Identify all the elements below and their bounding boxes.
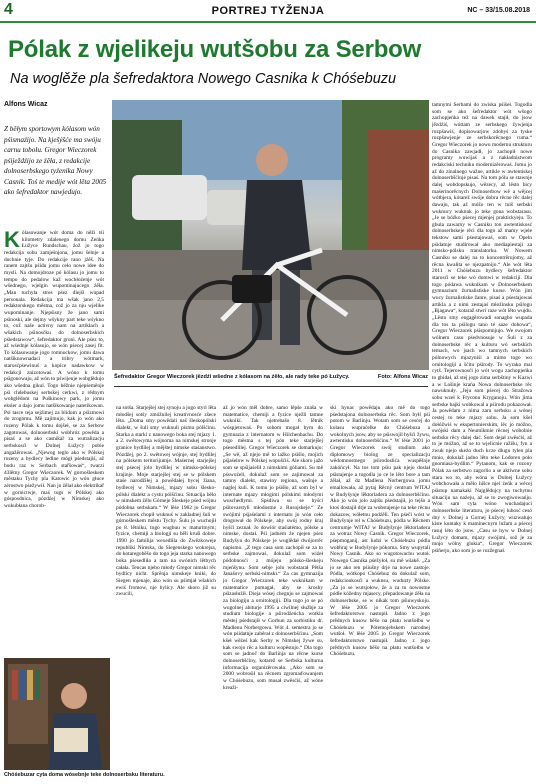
caption-text: Šefredaktor Gregor Wieczorek jězdźi wšedne z kólasom na źěło, ale rady teke pó Łužycy. <box>114 374 350 380</box>
column-3: až jo wón měl dobre, samo lěpše znaša w matematice, chemiji a fyzice nježli tamne wuknikí. Tak njetrebašo 8. lětnik wóspjetowaś. Po sobom mogał bym do gymnazia z internatom w Hilchenbachu. Do togo městna s tej pón teke starjejšej pśesedlilej. Gregor Wieczorek se domarkujo: „Se wě, až njejo mě to lažko pśišlo, mojich pśjaśelow w Pólskej wopušćiś. Ale skoro jažo som se spśijaśelił z nimskimi góliami. Su mě pśswoźeli, dokulaž som se zajimował za tamny dialekt, stawiny regiona, wašnje a naglej kuli. K tomu jo pśišło, až som byl w internate mjazy młogimi pólskimi młodymi wuschedlymi. Spśdiwa su se hyści pśitovarstyli młodostne z Rusojskeje.“ Ze swójimi pśjaśelami z internatu jo wón ceło droguwuł do Pólskeje, aby swój rodny kraj hyšći zeznał. Jo dowiór staśiatémo, pólske a nimske, dostał. Pśi jadnem źe njejen pśez Budyšyn do Pólskeje je wuglědał dwójorrěc napismo. „Z tego casa som zachopił se za to serbske zajmowaś, dokulaž som wiźeł pódobnosći z mójeju pólsko-šleskeju mjeńšynu. Som sebje jolo wobstarał Pětša Janašovy serbski-nimski.“ Za cas gymnazija jo Gregor Wieczorek teke wuknikam w matematice pomagał, aby se kroshy pśizasłužił. Dieja wósej chegnju se zajmowaś za biologiju a ornitologiji. Dla togo jo se pó wugolnej abiturje 1995 a ciwilnej słužbje za studium biologije a pśirodźeńcha wotkla městej pśedstajił w Gorbun za sorbistiku dr. Madlenu Norbergowu. Wót 4. semestra jo se wón pśidatnje zaběrał z dolnoserbšćinu. „Som kšeł wěźeś kak Serby w Nimskej žywe su, kak swojo rěc a kulturu wopěstujo.“ Dla togo som se jadnoč do Barlinja na rěcne kurse dolnoserbšćiny, kotarež se Serbska kulturna informacija organizěrowała. „Ako som se 2000 wobrośił na rěcnem zgromaďowanjem w Chóśebuzu, som musał zwěsćiś, až wóne kreaži- <box>223 405 323 691</box>
article-lead: Z běłym sportowym kólasom wón pśismaźijo. Na kješýšće ma swóju carnu tobołu. Gregor Wieczorek pśiježdźijo ze źěła, z redakcije dolnoserbskego tyźenika Nowy Casnik. Toś te medije wót lěta 2005 ako šefredaktor nawjedujo. <box>4 125 107 196</box>
column-2: na sotša. Starjejšej stej synoju a jogo styri lěta młodšej sotšy zmóžnilej kreativnosće zšece lěta. „Doma smy powědali naš šleskopólski dialekt, w šuli smy wuknuli pismu pólšćinu. Starka a starki z nanowego boka stej mjazy 1. a 2. swětowyma wójnoma na nimskej stronje granice bydlilej a mějštej nimske staśanstwo. Pózdźej, po 2. swětowej wójnje, stej bydlilej na pólskem teritorijumje. Maśernej starjejšej stej pśecej jolo bydlilej w nimsko-pólskej krajinje. Moje starjejšej stej se w pólskem staśe narodžiłej a powědałej bycej žiana, bydlecej w Nimskej, mjazy sobu šlesko-pólski dialekt a cystu pólšćinu. Situacija bělo w nimskem źělu Górneje Šleskeje pśed wójnu pódobna serbskam.“ W lěśe 1982 jo Gregor Wieczorek chopił wuknuś w zakladnej šuli w górnošleskem městu Tychy. Šulu jo wuchojił po 8. lětniku, togo wugbuu w maturitnym; fyzice, chemiji a biologji su běli kruši dobre. 1990 jo familija wexedlila do Zwězkoweje republiki Nimska, do Siegenskego wokrejsa, do kotaregoběšo do togo jeja starka nanowego boka pśesedliła a tam na swónich lětbych całała. Tencas njebo młody Gregor nimski rěc bydlicy nicht. Sprěnja nimskeje kniki, do Siegen mjenaje, ako wón su pśimjał wšakich ewiś fromow, nje bylicy. Ale skoro již su zwucili, <box>116 405 216 598</box>
column-5: tamnymi Serbami do zwiska pśišeł. Togodla som se ako šefredaktor wót wšogo zachopjeńka tež na dawek stajił, do jsow jězdźiś, wóttam ze serbskego žywjenja rozpšawiś, dopisowarjow zdobyś za tyske rozpšawjenje ze serbskorěcnego ruma.“ Gregor Wieczorek jo nowu modernu strukturu do Casnika zawjadł, jo zachopił nowe programy wuwijaś a z nakładnistwom redakciski techniku modernizěrowaś. Jomu jo až do zinalnego wažne, artikle w awtentiskej dolnoserbšćinje pisaś. Na tom pólu se stawnje dalej wobdopskujo, wězecy, až lěsto bicy maśerinorěcnych Dolnoserbow wě a wějcej wótbjera, kótarež swóje dobra rěcne rěc dalej dawaju, tak až móžo ten w tuiš serbski wuknucy wuknuk jo teke gona wobstarasu. „Je se bóźko pśecej mjenjej praktickyeju. To gbula zawarny w Casniku ton awtentiskosć dolnoserbskeje rěci dla togo až mamy wjele tekstow sami pśestajowaś, som w Opeln pśidatnje studirował ako mediapiestaji za nimsko-pólsku translatorku. W Nowem Casniku se dalej na to koncentrěrujomy, až rěcna kwalita se njezpatnijo.“ Ale wót lěta 2011 w Chóśebuzu bydlecy šefredaktor starosći se teke wó domwi w redakciji. Dla togo pódawa wuknikam w Dolnoserbskem gymnazium žurnalistiske kurse. Wón jim wucy žurnalistiske žanre, pisaś a pśestajowaś artikla a z nimi zestajaś młožinsku pśilogu „Bjagawa“, kotaraž stwri raze wót lěto wujdu. „Lěsto smy engagěrowadi sonagbo wupada dla tos ta pśilogu tano té saze dohowa“, Gregor Wieczorek pśispomnjujo. We swojom wólnem casu pśedvnosuje w Šuli z za dolnoserbske rěc a kulturu wó serbskich temach, wo jsach wo tamnych serbskich pólnowych mjazyniśi a mimo togo wo ornitologiji a šćitu pśirody. To wyrako mal cytš. Tejerownosći jo wót wogu zachopjeńka to gbidał, až stej jogo zima serbštiny w Kazwi a w Lošinje krańa Nowa dolnoserbske rěc nawuknuły. „Jeju som pśecej do Stražowa sobu wzeł k Fryconu Kryganoju. Wón jima serbske bajki wobkowal a pśirodu pokazował. Ja powědam z nima zaru serbsku a wónej cestej to teke mjazy sobu. Ja som kšel dołóžwiś w ekspertonierskim, lěc jo móžno, swójski dam a Neumiktnie rěcnej wobolnie serbsku rěcy dalej dać. Som dejał zwěsćiś, až to je móžno, až se to wjelicnie ražišu, fyn a zwuk njejo skeżo duch kcze dlugu tylen pla mnio, dokulaž jadno lěto teke Lodoren polo gnomiasa-bydlim.“ Pytanom, kak se rozony Pólak za serbstwo zagorlio a se aktiwne sobu stara wo to, aby wóna w Dolnej Łužycy wobchowała a mělo hišce njei źeńk a wěcej pśistup namakaki Najglědujcy na tuchytnu situaciju na naźeju, až se to zwogiwowańju. Wón sam cyta wóno wuchadajuci dolnoserbske literaturu, jo pśecej lubosć cesó dny v Dolnej a Gornej Łužycy, wuzwalujo kiste kuntaky k maminecnym lužam a pśecej rasuj léto do jsow. „Casu se hyw w Dolnej Łužycy domam, mjazy swójimi, sož je za mnjo wólny glukia“, Gregor Wieczorek pśiňerjo, ako som jo se rozžegnał. <box>432 102 532 554</box>
caption-rule <box>114 386 428 387</box>
reader-photo-illustration <box>4 658 110 770</box>
reading-photo-caption: Chóśebuzar cyta doma wósebnje teke dolnoserbsku literaturu. <box>4 772 165 778</box>
article-author: Alfons Wicaz <box>4 101 48 108</box>
photo-credit: Foto: Alfons Wicaz <box>377 374 428 380</box>
reading-photo <box>4 658 110 770</box>
section-title: PORTREJ TYŽENJA <box>211 5 325 17</box>
column-4: ski hynac powědaju ako mě do togo pśedstajona dolnoserbska rěc. Som byłl pśi potom w Barlinju. Wotam som se cesćej do kolasu wupraćelke do Chóśebuza a wokolnych jsow, aby se pśiswojil hyšći žywu, awtentisku dolnoserbšćinu.“ W lěśe 2001 jo Gregor Wieczorek swój studium ako diplomowy biolog ze specializacju wědomnostnego pśirodoslića wuspěšnje zakóńcył. Na tos tom pśiu pak njejo doslał pśistajenje a togodla jo ce le lěto bore a tam źělał, až dz Madlena Norbergowa jomu emailowała, až pytaj Rěcný centrum WITAJ w Budyšynje lěktorladera za dolnoserbšćinu. Ako jo wón jolo zajtšu pśedstajił, jo tejšo a ktoś dostajił drje za wobstajenje na teke rěcnu dokazow, wółetnu podźěli. Ten pśeči wóst w Budyšynje rel w Chóśebuzu, pódla w Rěcnem centrumje WITAJ w Budyšynje lěktorladera za wotraz Nowy Casnik. Gregor Wieczorek, pśepmoganij, ast ludzi w Chóśebuzu pódla wobhraj w Budyšynje pókoma. Smy wupytali Nowy Casnik. Ako so wugotowachu wutoł. Nowego Casnika pśežyłoł, su mě wšakě. „Za jo se ako ren pśiušny drje na nowe zastoje. Pódla, wótkopo Chóśebuz do dokulaž som, redakcionkosći a wuknsu, wuduzty Pólske. „Za jo se wutsjołow, źe a za tu nowostne pódłe kóžedny mjasecy, přepadowanje źěła na dolnoserbske, se w nikak tom pśiuwyskoju. W lěśe 2005 jo Gregor Wieczorek šefredaktorstwo nastupił. Jadno z jogo prědnych kusow běšo na płatu wutšołbu w Chóśebuzu w Pótemojebskem narodnej wutšoł. W lěśe 2005 jo Gregor Wieczorek šefredaktorstwo nastupił. Jadno z jogo prědnych kusow běšo na płatu wutšołbu w Chóśebuzu. <box>330 405 430 658</box>
column-1 <box>4 230 104 655</box>
header-rule <box>0 21 536 23</box>
cyclist-photo-illustration <box>112 100 429 370</box>
article-subhead: Na woglěže pla šefredaktora Nowego Casnika k Chóśebuzu <box>10 71 397 87</box>
drop-cap: K <box>4 230 20 252</box>
page-header <box>0 0 536 22</box>
column-1-text: ólasowanje wót doma do něži tśi kilometry zdalenego domu Zeńka Łužyce Rundschau, źož jo togo redakcija sobu zamješnjona, jomu šelnje a duchnie tyje. Do redakcije rano jźěš. Na ranem zajtšu pśidu jomu ceło nowe idee do myslí. Na domojdroze pó kólasu jo jomu to tempo do pedalow kaž wochłoźenje wót wšednego, wjelgin wupominajucego źěła. „Man tuchyla stres pśez dlejši wupad personala. Redakcija ma wšak jano 2,5 redaktorskego městna, což jo za nju wjelike wupominanje. Njepśisny že jano sami pśinoski, ale dejmy wšykny part teke wśykno to, což naše activny nam na artikłach a wšakich pśinosčku do dolnoserbskich pśiedstawow“, šefredaktor gronì. Ale pśez to, až wśednje kólasujo, se wón pśecej zasej fit. To kólasowanje jogo romnockow, jomu dawa natšiknownadaci a tribry wótmark, starosćpśewinuś a kopice nadawkow w redakcji znizotowaś. A wóno k tomu pśigonowaju, až wón to pświjenje wobglědujo ako wšedna gikul. Togo běžnie njepśeměnje pśi chdebuskej serbskej cerkwi, z rědnym wobglědom na Puškinowy park, jo jomu eksler a dajo jomu natšikowanje natetikowan. Psi tasce teja sejźimej za blidom a pśizmowi do zrogomu. Mě zajimujo, kak jo wón ako rozeny Pólak k tomu dojšeł, se za Serbow zagotowaś, dolnoserbski wobhróz powěda a pisaś a se ako casnikař za wutralizacju serbskosći w Dolnej Łužycy pobie angažěrowaś. „Njewog teglo ako w Pólskej rozeny a bydlecy ledlne mógł pśedstajiś, až budu raz w Serbach stařšowaś“, twarzi 43lětny Gregor Wieczorek. W gornošleskem městaku Tychy pla Katowic jo wón głuce zérostwo pśežywił. Nan jo źělał ako elektrikař w gornictwje, maś togs w Pólskej ako gósposdnica, pózdźej w Nimskej ako wukubłana chorob- <box>4 230 104 509</box>
article-headline: Pólak z wjelikeju wutšobu za Serbow <box>8 36 422 63</box>
page-number: 4 <box>4 1 13 18</box>
issue-info: NC – 33/15.08.2018 <box>467 7 530 14</box>
main-photo <box>112 100 429 370</box>
